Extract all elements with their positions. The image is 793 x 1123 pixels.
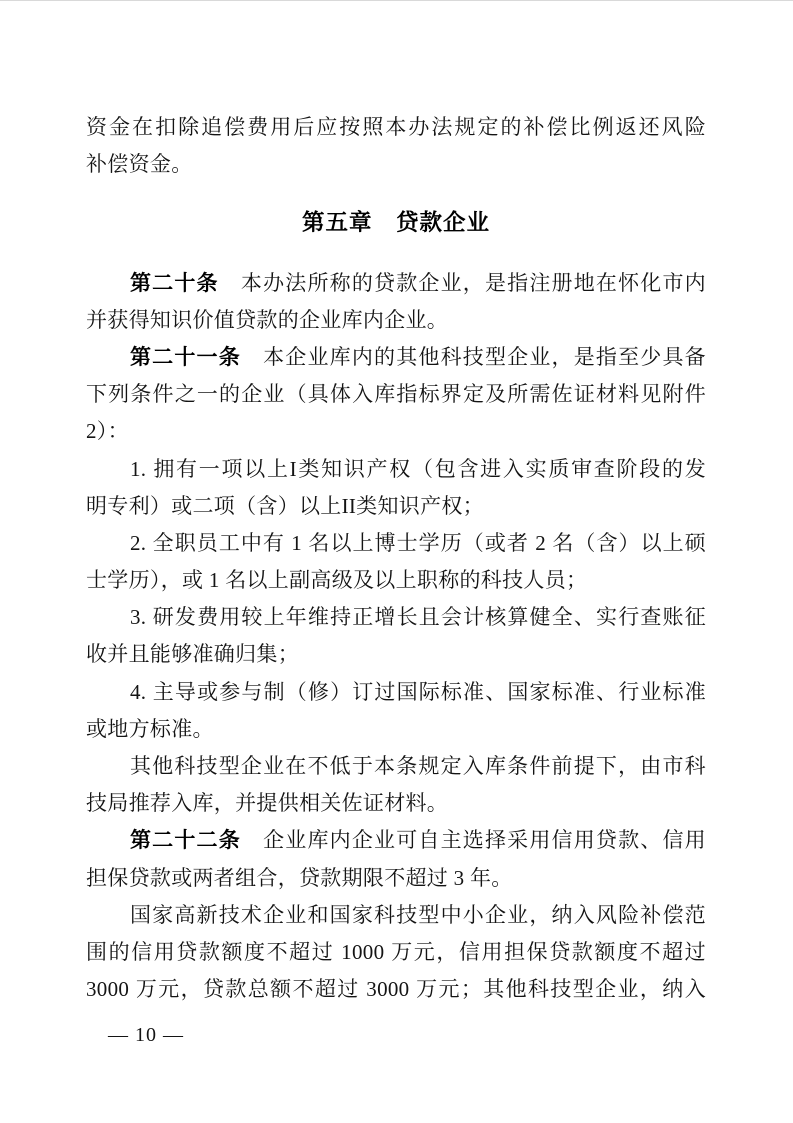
document-line — [86, 413, 706, 450]
line-text: 担保贷款或两者组合，贷款期限不超过 3 年。 — [86, 865, 513, 890]
document-line — [86, 562, 706, 599]
document-line — [86, 339, 706, 376]
document-line — [86, 711, 706, 748]
line-text: 明专利）或二项（含）以上II类知识产权； — [86, 493, 484, 518]
document-line — [86, 265, 706, 302]
line-text: 3. 研发费用较上年维持正增长且会计核算健全、实行查账征 — [130, 605, 706, 630]
document-line — [86, 376, 706, 413]
chapter-heading: 第五章 贷款企业 — [301, 210, 490, 236]
line-text: 其他科技型企业在不低于本条规定入库条件前提下，由市科 — [130, 754, 706, 778]
document-line — [86, 748, 706, 785]
line-text: 技局推荐入库，并提供相关佐证材料。 — [86, 791, 449, 816]
document-line — [86, 897, 706, 934]
article-number: 第二十一条 — [130, 344, 241, 369]
document-line — [86, 674, 706, 711]
document-line — [86, 971, 706, 1008]
line-text: 2）： — [86, 419, 129, 444]
document-line — [86, 109, 706, 146]
line-text: 1. 拥有一项以上I类知识产权（包含进入实质审查阶段的发 — [130, 456, 706, 481]
line-text: 并获得知识价值贷款的企业库内企业。 — [86, 307, 449, 332]
document-line — [86, 599, 706, 636]
line-text: 4. 主导或参与制（修）订过国际标准、国家标准、行业标准 — [130, 679, 706, 704]
line-text: 企业库内企业可自主选择采用信用贷款、信用 — [240, 828, 706, 853]
document-line — [86, 302, 706, 339]
line-text: 或地方标准。 — [86, 716, 214, 741]
document-body — [86, 109, 706, 1008]
line-text: 围的信用贷款额度不超过 1000 万元，信用担保贷款额度不超过 — [86, 939, 706, 964]
document-line — [86, 636, 706, 673]
document-line — [86, 146, 706, 183]
line-text: 国家高新技术企业和国家科技型中小企业，纳入风险补偿范 — [130, 902, 706, 927]
page-number-footer: — 10 — — [108, 1024, 184, 1046]
line-text: 收并且能够准确归集； — [86, 642, 299, 667]
line-text: 本企业库内的其他科技型企业，是指至少具备 — [240, 344, 706, 369]
document-line — [86, 860, 706, 897]
line-text: 2. 全职员工中有 1 名以上博士学历（或者 2 名（含）以上硕 — [130, 530, 706, 555]
line-text: 下列条件之一的企业（具体入库指标界定及所需佐证材料见附件 — [86, 382, 706, 407]
document-line — [86, 525, 706, 562]
line-text: 补偿资金。 — [86, 152, 193, 177]
line-text: 本办法所称的贷款企业，是指注册地在怀化市内 — [218, 270, 706, 295]
document-line — [86, 785, 706, 822]
document-line — [86, 934, 706, 971]
document-line — [86, 822, 706, 859]
article-number: 第二十条 — [130, 270, 219, 295]
line-text: 士学历），或 1 名以上副高级及以上职称的科技人员； — [86, 568, 588, 593]
line-text: 资金在扣除追偿费用后应按照本办法规定的补偿比例返还风险 — [86, 115, 706, 139]
article-number: 第二十二条 — [130, 828, 241, 853]
line-text: 3000 万元，贷款总额不超过 3000 万元；其他科技型企业，纳入 — [86, 977, 706, 1002]
document-line — [86, 488, 706, 525]
document-line — [86, 451, 706, 488]
